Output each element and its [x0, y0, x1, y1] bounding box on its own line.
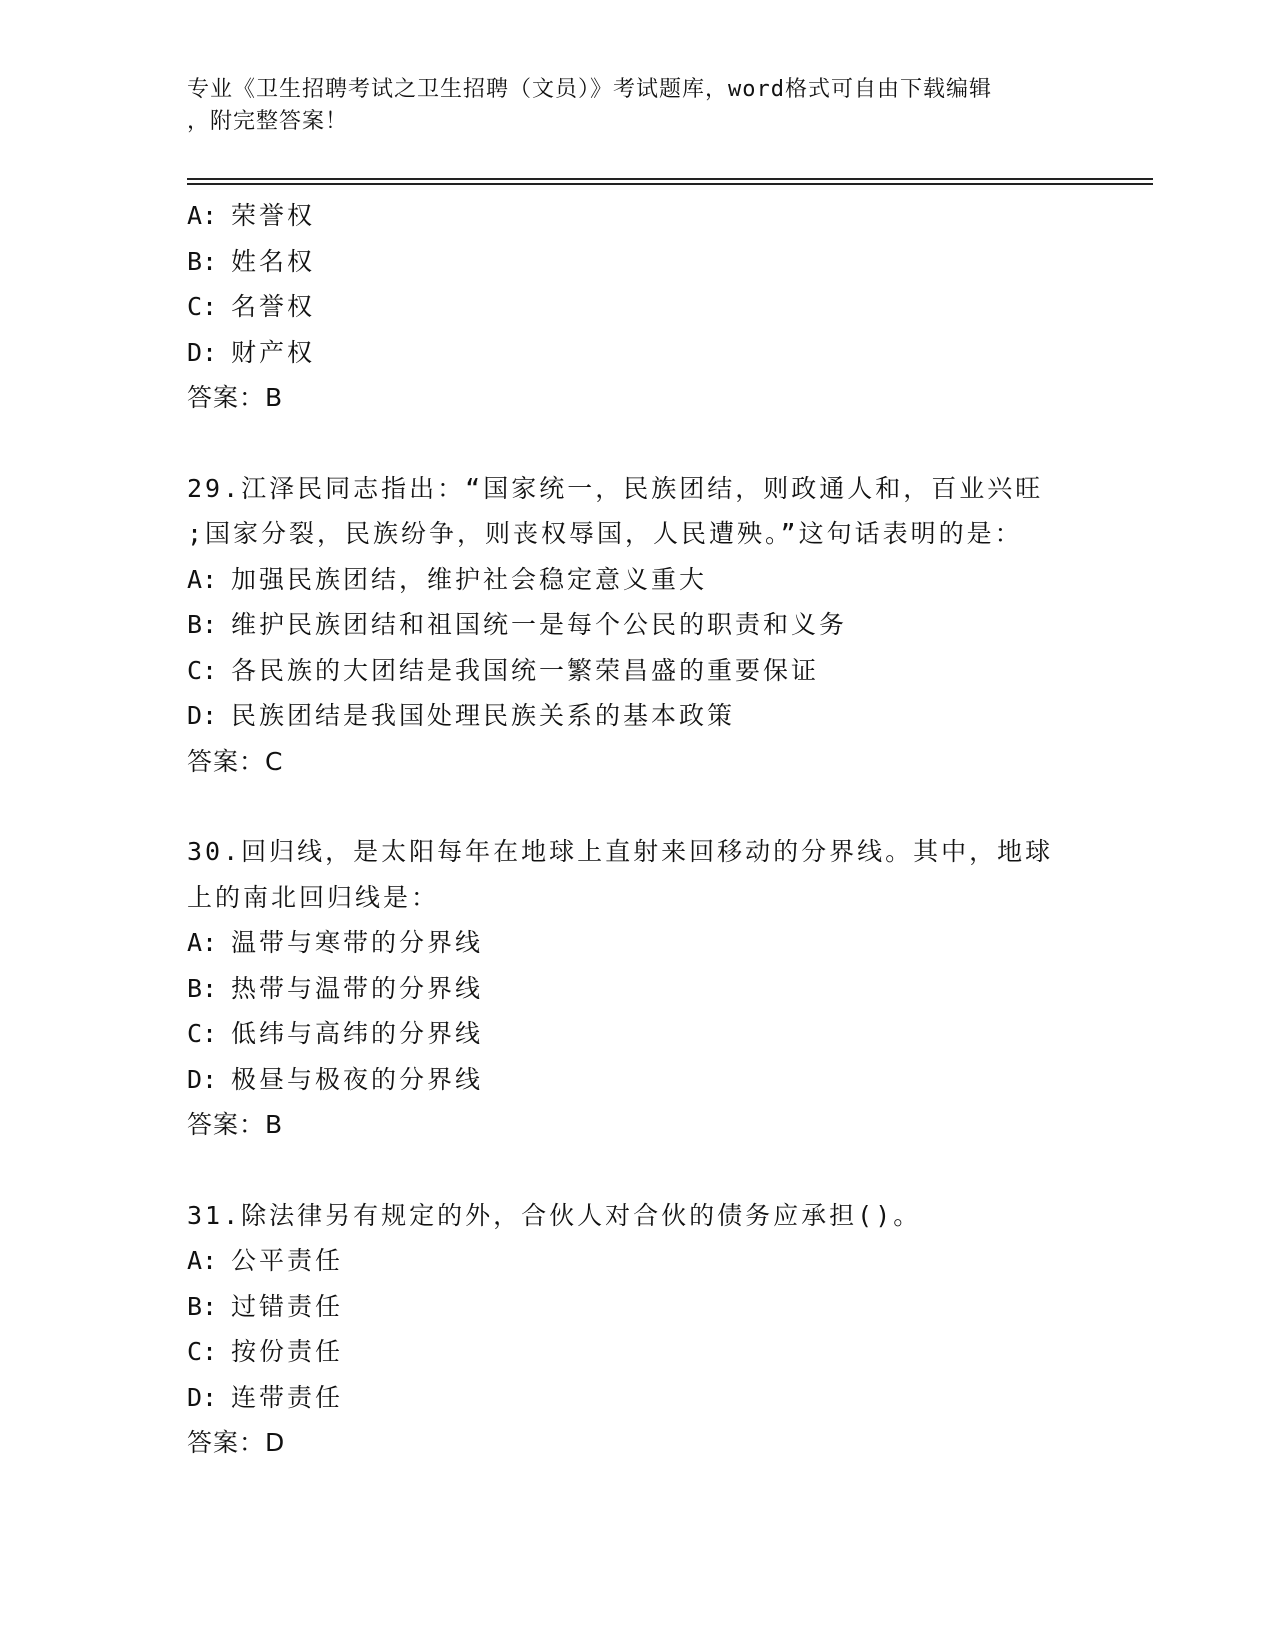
question-stem-line-1: 29.江泽民同志指出：“国家统一，民族团结，则政通人和，百业兴旺 — [187, 473, 1044, 503]
answer-line: 答案：B — [187, 383, 284, 412]
spacer — [187, 421, 1087, 466]
option-label: D: — [187, 701, 218, 730]
option-label: D: — [187, 337, 218, 367]
option-text: 维护民族团结和祖国统一是每个公民的职责和义务 — [231, 610, 848, 639]
option-d — [187, 1057, 1087, 1103]
option-label: B: — [187, 246, 218, 276]
option-text: 温带与寒带的分界线 — [231, 928, 484, 957]
option-a — [187, 557, 1087, 603]
option-label: C: — [187, 655, 218, 685]
option-d — [187, 1375, 1087, 1421]
option-label: B: — [187, 610, 218, 639]
option-label: A: — [187, 201, 218, 230]
question-stem-line-1: 31.除法律另有规定的外，合伙人对合伙的债务应承担()。 — [187, 1200, 922, 1230]
option-c — [187, 1329, 1087, 1375]
header-divider-bottom — [187, 183, 1153, 185]
question-stem-line-2: ;国家分裂，民族纷争，则丧权辱国，人民遭殃。”这句话表明的是： — [187, 519, 1023, 548]
option-text: 极昼与极夜的分界线 — [231, 1064, 484, 1094]
option-a — [187, 1238, 1087, 1284]
option-c — [187, 648, 1087, 694]
spacer — [187, 784, 1087, 829]
option-label: B: — [187, 973, 218, 1003]
option-label: D: — [187, 1064, 218, 1094]
option-text: 加强民族团结，维护社会稳定意义重大 — [231, 564, 708, 594]
option-label: C: — [187, 1337, 218, 1366]
option-text: 低纬与高纬的分界线 — [231, 1019, 484, 1048]
answer-line: 答案：D — [187, 1428, 286, 1457]
spacer — [187, 1148, 1087, 1193]
option-label: C: — [187, 292, 218, 321]
document-header — [187, 74, 1067, 138]
option-d — [187, 330, 1087, 376]
option-text: 民族团结是我国处理民族关系的基本政策 — [231, 701, 736, 730]
option-label: D: — [187, 1382, 218, 1412]
option-text: 荣誉权 — [231, 201, 316, 230]
question-stem-line-2: 上的南北回归线是： — [187, 882, 440, 912]
option-text: 热带与温带的分界线 — [231, 973, 484, 1003]
question-list — [187, 193, 1087, 1466]
header-line-1: 专业《卫生招聘考试之卫生招聘（文员）》考试题库，word格式可自由下载编辑 — [187, 77, 992, 102]
option-d — [187, 693, 1087, 739]
option-text: 公平责任 — [231, 1246, 344, 1275]
header-line-2: ，附完整答案！ — [187, 109, 349, 134]
answer-line: 答案：C — [187, 746, 284, 776]
option-text: 各民族的大团结是我国统一繁荣昌盛的重要保证 — [231, 655, 820, 685]
option-text: 姓名权 — [231, 246, 316, 276]
option-label: A: — [187, 564, 218, 594]
question-28 — [187, 193, 1087, 421]
question-stem-line-1: 30.回归线，是太阳每年在地球上直射来回移动的分界线。其中，地球 — [187, 837, 1054, 866]
answer-line: 答案：B — [187, 1110, 284, 1139]
option-label: A: — [187, 1246, 218, 1275]
header-divider-top — [187, 178, 1153, 180]
option-label: C: — [187, 1019, 218, 1048]
question-29 — [187, 466, 1087, 785]
option-label: A: — [187, 928, 218, 957]
option-c — [187, 1011, 1087, 1057]
option-a — [187, 920, 1087, 966]
option-a — [187, 193, 1087, 239]
option-b — [187, 1284, 1087, 1330]
option-b — [187, 602, 1087, 648]
question-30 — [187, 829, 1087, 1148]
option-b — [187, 966, 1087, 1012]
option-c — [187, 284, 1087, 330]
option-label: B: — [187, 1291, 218, 1321]
option-text: 财产权 — [231, 337, 316, 367]
option-text: 按份责任 — [231, 1337, 344, 1366]
option-text: 名誉权 — [231, 292, 316, 321]
option-text: 连带责任 — [231, 1382, 344, 1412]
option-b — [187, 239, 1087, 285]
option-text: 过错责任 — [231, 1291, 344, 1321]
question-31 — [187, 1193, 1087, 1466]
